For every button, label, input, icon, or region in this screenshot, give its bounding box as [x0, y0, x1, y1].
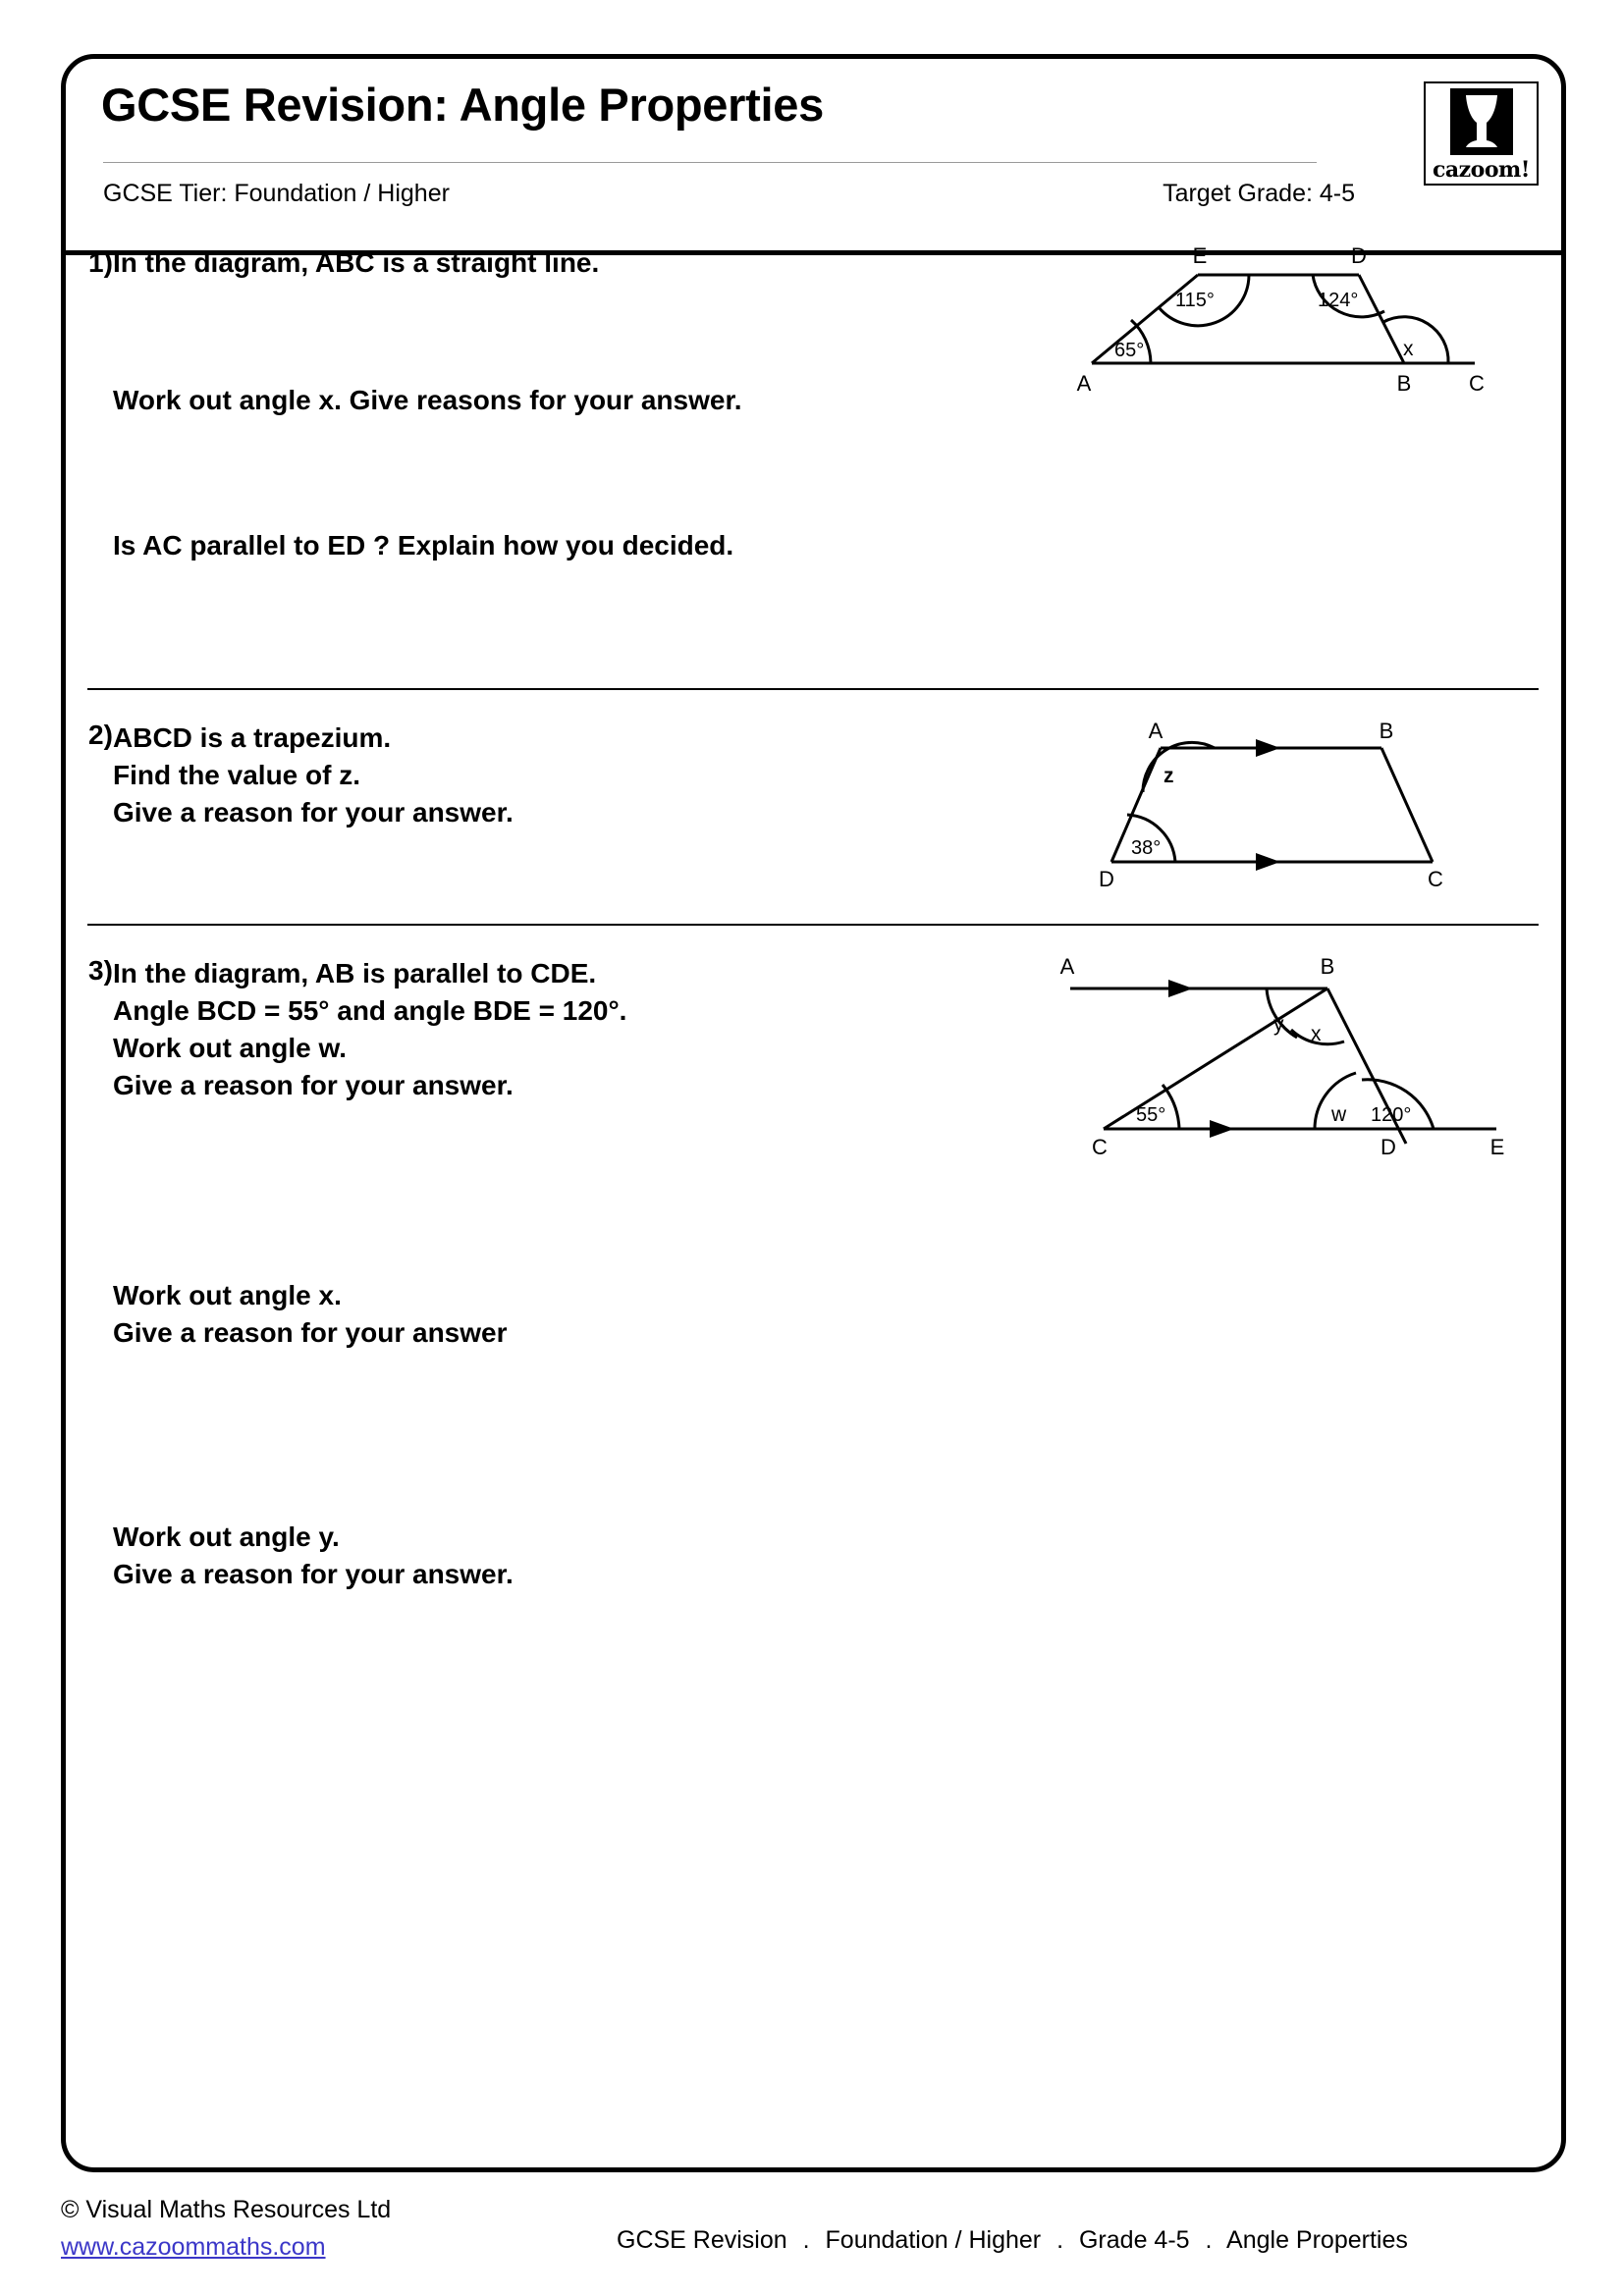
worksheet-page-frame [61, 54, 1566, 2172]
footer-meta-item-2: Grade 4-5 [1078, 2226, 1190, 2254]
cazoom-logo [1424, 81, 1539, 186]
question-2-prompt-line-3: Give a reason for your answer. [113, 797, 514, 828]
question-3-prompt-line-4: Give a reason for your answer. [113, 1070, 514, 1100]
svg-text:C: C [1428, 867, 1443, 891]
footer-meta-item-0: GCSE Revision [617, 2226, 787, 2254]
question-2-prompt [113, 720, 514, 831]
question-3-part-c-line-1: Work out angle y. [113, 1522, 340, 1552]
question-1-part-a: Work out angle x. Give reasons for your answer. [113, 385, 742, 415]
question-3-prompt-line-1: In the diagram, AB is parallel to CDE. [113, 958, 597, 988]
svg-text:124°: 124° [1318, 290, 1359, 311]
svg-text:B: B [1379, 719, 1394, 743]
footer-left [61, 2191, 391, 2266]
footer-meta-item-3: Angle Properties [1226, 2226, 1408, 2254]
question-3-prompt [113, 955, 626, 1104]
svg-text:A: A [1076, 371, 1092, 396]
svg-text:C: C [1092, 1135, 1108, 1159]
footer-meta-separator: . [802, 2226, 810, 2254]
section-divider-1 [87, 688, 1539, 690]
footer-meta-item-1: Foundation / Higher [825, 2226, 1042, 2254]
question-3-part-c [113, 1519, 514, 1593]
svg-text:w: w [1331, 1103, 1347, 1126]
question-2-number: 2) [88, 720, 113, 750]
svg-text:120°: 120° [1371, 1104, 1412, 1126]
svg-text:D: D [1351, 243, 1367, 268]
svg-text:D: D [1099, 867, 1114, 891]
svg-text:C: C [1469, 371, 1485, 396]
goblet-icon [1459, 93, 1504, 150]
question-3-diagram [1043, 947, 1534, 1163]
logo-wordmark: cazoom! [1433, 157, 1530, 183]
footer-meta-separator: . [1056, 2226, 1064, 2254]
worksheet-header [66, 59, 1561, 255]
svg-text:D: D [1380, 1135, 1396, 1159]
svg-text:E: E [1192, 243, 1208, 268]
svg-text:65°: 65° [1114, 340, 1145, 361]
svg-text:E: E [1489, 1135, 1505, 1159]
svg-text:A: A [1148, 719, 1164, 743]
logo-black-square [1450, 88, 1513, 155]
question-3-prompt-line-2: Angle BCD = 55° and angle BDE = 120°. [113, 995, 627, 1026]
question-2-diagram [1087, 717, 1519, 893]
section-divider-2 [87, 924, 1539, 926]
svg-text:x: x [1311, 1023, 1322, 1045]
question-1-prompt: In the diagram, ABC is a straight line. [113, 247, 600, 278]
svg-text:A: A [1059, 954, 1075, 979]
question-1-part-b: Is AC parallel to ED ? Explain how you decided. [113, 530, 734, 561]
question-3-prompt-line-3: Work out angle w. [113, 1033, 348, 1063]
target-grade-label: Target Grade: 4-5 [1163, 180, 1355, 207]
svg-text:x: x [1403, 338, 1414, 360]
question-3-part-b [113, 1277, 508, 1352]
svg-text:y: y [1273, 1013, 1284, 1036]
question-1-diagram [1053, 236, 1514, 422]
question-3-part-c-line-2: Give a reason for your answer. [113, 1559, 514, 1589]
page-title: GCSE Revision: Angle Properties [101, 79, 824, 131]
svg-text:B: B [1396, 371, 1412, 396]
svg-text:38°: 38° [1131, 837, 1162, 859]
footer-meta [617, 2226, 1408, 2255]
question-1-number: 1) [88, 247, 113, 278]
svg-text:115°: 115° [1175, 290, 1215, 311]
cazoom-website-link[interactable]: www.cazoommaths.com [61, 2233, 326, 2261]
question-3-part-b-line-1: Work out angle x. [113, 1280, 342, 1310]
svg-text:55°: 55° [1136, 1104, 1166, 1126]
question-2-prompt-line-1: ABCD is a trapezium. [113, 722, 392, 753]
svg-text:z: z [1164, 765, 1174, 787]
question-2-prompt-line-2: Find the value of z. [113, 760, 361, 790]
tier-label: GCSE Tier: Foundation / Higher [103, 180, 450, 207]
copyright-notice: © Visual Maths Resources Ltd [61, 2196, 392, 2223]
header-divider-rule [103, 162, 1317, 163]
question-3-part-b-line-2: Give a reason for your answer [113, 1317, 508, 1348]
footer-meta-separator: . [1205, 2226, 1213, 2254]
question-3-number: 3) [88, 955, 113, 986]
svg-text:B: B [1320, 954, 1335, 979]
